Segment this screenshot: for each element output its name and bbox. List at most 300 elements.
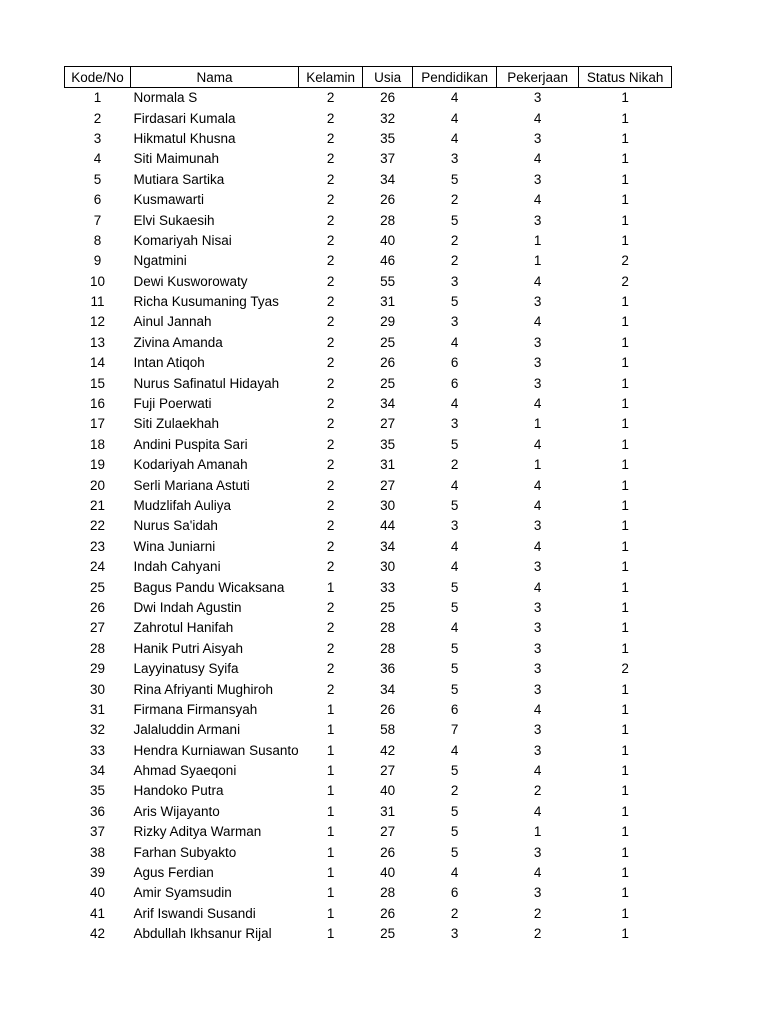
cell-pekerjaan: 3 xyxy=(533,171,542,187)
cell-status-nikah: 1 xyxy=(621,538,629,554)
cell-kelamin: 2 xyxy=(326,232,335,248)
cell-usia: 26 xyxy=(380,90,396,106)
cell-nama: Abdullah Ikhsanur Rijal xyxy=(133,926,272,942)
cell-kode-no: 33 xyxy=(89,742,106,758)
cell-status-nikah: 1 xyxy=(621,722,629,738)
cell-pendidikan: 4 xyxy=(450,477,459,493)
table-row xyxy=(65,312,672,332)
cell-status-nikah: 1 xyxy=(621,559,629,575)
cell-nama: Nurus Sa'idah xyxy=(133,518,218,534)
cell-usia: 26 xyxy=(380,844,396,860)
cell-pekerjaan: 4 xyxy=(533,579,542,595)
cell-nama: Mutiara Sartika xyxy=(133,171,225,187)
cell-pendidikan: 2 xyxy=(450,905,459,921)
cell-kelamin: 2 xyxy=(326,538,335,554)
cell-nama: Andini Puspita Sari xyxy=(133,436,248,452)
cell-usia: 31 xyxy=(380,457,396,473)
cell-status-nikah: 1 xyxy=(621,885,629,901)
cell-usia: 46 xyxy=(380,253,396,269)
cell-pekerjaan: 3 xyxy=(533,742,542,758)
table-row xyxy=(65,740,672,760)
cell-status-nikah: 1 xyxy=(621,171,629,187)
cell-kelamin: 2 xyxy=(326,334,335,350)
table-row xyxy=(65,393,672,413)
cell-nama: Dewi Kusworowaty xyxy=(133,273,248,289)
cell-pekerjaan: 3 xyxy=(533,212,542,228)
cell-status-nikah: 1 xyxy=(621,620,629,636)
header-pekerjaan: Pekerjaan xyxy=(497,67,579,88)
cell-kode-no: 15 xyxy=(89,375,106,391)
cell-pekerjaan: 4 xyxy=(533,538,542,554)
cell-pekerjaan: 3 xyxy=(533,518,542,534)
cell-pendidikan: 5 xyxy=(450,498,459,513)
table-row xyxy=(65,658,672,678)
cell-pendidikan: 4 xyxy=(450,130,459,146)
header-usia: Usia xyxy=(363,67,413,88)
cell-kode-no: 37 xyxy=(89,824,106,840)
cell-pekerjaan: 1 xyxy=(533,824,542,840)
cell-nama: Dwi Indah Agustin xyxy=(133,599,242,615)
cell-pendidikan: 5 xyxy=(450,294,459,310)
cell-usia: 28 xyxy=(380,212,396,228)
cell-pendidikan: 5 xyxy=(450,803,459,819)
cell-kelamin: 2 xyxy=(326,151,335,167)
cell-pekerjaan: 3 xyxy=(533,559,542,575)
cell-nama: Amir Syamsudin xyxy=(133,885,232,901)
cell-nama: Komariyah Nisai xyxy=(133,232,232,248)
cell-kelamin: 1 xyxy=(326,926,335,942)
cell-pendidikan: 3 xyxy=(450,314,459,330)
cell-usia: 31 xyxy=(380,294,396,310)
cell-kode-no: 41 xyxy=(89,905,106,921)
cell-kode-no: 42 xyxy=(89,926,106,942)
cell-kode-no: 24 xyxy=(89,559,106,575)
cell-usia: 28 xyxy=(380,620,396,636)
cell-kode-no: 16 xyxy=(89,396,106,412)
cell-usia: 30 xyxy=(380,498,396,513)
cell-nama: Agus Ferdian xyxy=(133,865,214,881)
cell-kelamin: 2 xyxy=(326,110,335,126)
cell-pekerjaan: 4 xyxy=(533,151,542,167)
cell-pendidikan: 6 xyxy=(450,355,459,371)
cell-usia: 25 xyxy=(380,926,396,942)
cell-kelamin: 2 xyxy=(326,314,335,330)
cell-status-nikah: 1 xyxy=(621,355,629,371)
cell-kode-no: 9 xyxy=(93,253,102,269)
cell-status-nikah: 2 xyxy=(621,273,629,289)
cell-nama: Zahrotul Hanifah xyxy=(133,620,234,636)
cell-pendidikan: 5 xyxy=(450,436,459,452)
cell-status-nikah: 1 xyxy=(621,865,629,881)
table-row xyxy=(65,842,672,862)
cell-pekerjaan: 4 xyxy=(533,865,542,881)
cell-pendidikan: 5 xyxy=(450,681,459,697)
table-row xyxy=(65,291,672,311)
cell-kelamin: 2 xyxy=(326,477,335,493)
cell-status-nikah: 1 xyxy=(621,518,629,534)
table-row xyxy=(65,699,672,719)
cell-usia: 40 xyxy=(380,232,396,248)
cell-pendidikan: 5 xyxy=(450,212,459,228)
cell-status-nikah: 1 xyxy=(621,457,629,473)
cell-kode-no: 22 xyxy=(89,518,106,534)
cell-usia: 28 xyxy=(380,885,396,901)
table-row xyxy=(65,373,672,393)
table-row xyxy=(65,679,672,699)
cell-kode-no: 17 xyxy=(89,416,106,432)
table-row xyxy=(65,862,672,882)
cell-kelamin: 1 xyxy=(326,844,335,860)
cell-nama: Siti Maimunah xyxy=(133,151,220,167)
cell-kode-no: 8 xyxy=(93,232,102,248)
cell-nama: Aris Wijayanto xyxy=(133,803,220,819)
cell-nama: Hendra Kurniawan Susanto xyxy=(133,742,299,758)
cell-pekerjaan: 4 xyxy=(533,192,542,208)
cell-kode-no: 5 xyxy=(93,171,102,187)
cell-kelamin: 1 xyxy=(326,579,335,595)
cell-status-nikah: 1 xyxy=(621,681,629,697)
cell-kelamin: 2 xyxy=(326,171,335,187)
cell-kode-no: 25 xyxy=(89,579,106,595)
cell-status-nikah: 1 xyxy=(621,599,629,615)
cell-status-nikah: 1 xyxy=(621,192,629,208)
cell-pekerjaan: 1 xyxy=(533,457,542,473)
cell-pekerjaan: 4 xyxy=(533,803,542,819)
table-row xyxy=(65,822,672,842)
table-row xyxy=(65,353,672,373)
cell-usia: 42 xyxy=(380,742,396,758)
table-row xyxy=(65,903,672,923)
cell-usia: 26 xyxy=(380,355,396,371)
table-row xyxy=(65,108,672,128)
cell-pendidikan: 4 xyxy=(450,110,459,126)
cell-kelamin: 1 xyxy=(326,824,335,840)
cell-nama: Hikmatul Khusna xyxy=(133,130,236,146)
header-nama: Nama xyxy=(131,67,299,88)
table-row xyxy=(65,495,672,515)
cell-pendidikan: 5 xyxy=(450,661,459,677)
cell-pekerjaan: 4 xyxy=(533,701,542,717)
cell-kelamin: 2 xyxy=(326,90,335,106)
cell-nama: Nurus Safinatul Hidayah xyxy=(133,375,280,391)
cell-pekerjaan: 3 xyxy=(533,885,542,901)
cell-nama: Elvi Sukaesih xyxy=(133,212,215,228)
table-row xyxy=(65,720,672,740)
cell-usia: 26 xyxy=(380,905,396,921)
cell-nama: Serli Mariana Astuti xyxy=(133,477,250,493)
cell-pendidikan: 2 xyxy=(450,232,459,248)
cell-pekerjaan: 3 xyxy=(533,90,542,106)
cell-usia: 26 xyxy=(380,192,396,208)
cell-usia: 26 xyxy=(380,701,396,717)
cell-kelamin: 2 xyxy=(326,640,335,656)
cell-nama: Normala S xyxy=(133,90,198,106)
cell-kelamin: 2 xyxy=(326,661,335,677)
cell-kode-no: 20 xyxy=(89,477,106,493)
table-row xyxy=(65,781,672,801)
cell-nama: Mudzlifah Auliya xyxy=(133,498,232,513)
cell-pendidikan: 5 xyxy=(450,579,459,595)
table-row xyxy=(65,230,672,250)
cell-nama: Rina Afriyanti Mughiroh xyxy=(133,681,274,697)
table-row xyxy=(65,88,672,108)
cell-kode-no: 28 xyxy=(89,640,106,656)
cell-nama: Rizky Aditya Warman xyxy=(133,824,262,840)
cell-usia: 27 xyxy=(380,477,396,493)
cell-kode-no: 13 xyxy=(89,334,106,350)
cell-kode-no: 23 xyxy=(89,538,106,554)
cell-pendidikan: 6 xyxy=(450,701,459,717)
cell-pendidikan: 4 xyxy=(450,742,459,758)
cell-pendidikan: 4 xyxy=(450,620,459,636)
cell-usia: 40 xyxy=(380,783,396,799)
cell-status-nikah: 1 xyxy=(621,701,629,717)
cell-pekerjaan: 4 xyxy=(533,477,542,493)
cell-kode-no: 10 xyxy=(89,273,106,289)
cell-kode-no: 1 xyxy=(93,90,102,106)
cell-nama: Zivina Amanda xyxy=(133,334,223,350)
table-row xyxy=(65,414,672,434)
cell-status-nikah: 1 xyxy=(621,579,629,595)
cell-kelamin: 2 xyxy=(326,498,335,513)
cell-status-nikah: 2 xyxy=(621,661,629,677)
cell-pendidikan: 2 xyxy=(450,457,459,473)
cell-usia: 30 xyxy=(380,559,396,575)
cell-pendidikan: 4 xyxy=(450,334,459,350)
table-row xyxy=(65,883,672,903)
cell-status-nikah: 1 xyxy=(621,640,629,656)
cell-kode-no: 39 xyxy=(89,865,106,881)
cell-status-nikah: 2 xyxy=(621,253,629,269)
cell-kelamin: 2 xyxy=(326,599,335,615)
table-row xyxy=(65,516,672,536)
cell-pendidikan: 5 xyxy=(450,844,459,860)
table-row xyxy=(65,556,672,576)
cell-kode-no: 3 xyxy=(93,130,102,146)
cell-status-nikah: 1 xyxy=(621,232,629,248)
cell-status-nikah: 1 xyxy=(621,844,629,860)
cell-pekerjaan: 3 xyxy=(533,130,542,146)
cell-kode-no: 11 xyxy=(90,294,105,310)
cell-kelamin: 2 xyxy=(326,396,335,412)
cell-kode-no: 6 xyxy=(93,192,102,208)
cell-kode-no: 29 xyxy=(89,661,106,677)
table-row xyxy=(65,251,672,271)
cell-usia: 29 xyxy=(380,314,396,330)
cell-status-nikah: 1 xyxy=(621,926,629,942)
cell-nama: Handoko Putra xyxy=(133,783,224,799)
cell-status-nikah: 1 xyxy=(621,824,629,840)
cell-nama: Ahmad Syaeqoni xyxy=(133,763,237,779)
cell-usia: 27 xyxy=(380,824,396,840)
cell-usia: 33 xyxy=(380,579,396,595)
cell-kode-no: 18 xyxy=(89,436,106,452)
cell-pendidikan: 3 xyxy=(450,518,459,534)
cell-usia: 28 xyxy=(380,640,396,656)
cell-usia: 25 xyxy=(380,599,396,615)
cell-kelamin: 1 xyxy=(326,905,335,921)
cell-nama: Kodariyah Amanah xyxy=(133,457,248,473)
cell-pendidikan: 2 xyxy=(450,253,459,269)
cell-nama: Firmana Firmansyah xyxy=(133,701,258,717)
cell-kelamin: 1 xyxy=(326,722,335,738)
cell-kode-no: 2 xyxy=(93,110,102,126)
cell-kode-no: 31 xyxy=(89,701,106,717)
cell-kode-no: 12 xyxy=(89,314,106,330)
cell-kelamin: 2 xyxy=(326,192,335,208)
cell-status-nikah: 1 xyxy=(621,477,629,493)
cell-nama: Bagus Pandu Wicaksana xyxy=(133,579,285,595)
cell-nama: Wina Juniarni xyxy=(133,538,216,554)
cell-pendidikan: 6 xyxy=(450,885,459,901)
cell-status-nikah: 1 xyxy=(621,334,629,350)
cell-pendidikan: 3 xyxy=(450,273,459,289)
cell-usia: 37 xyxy=(380,151,396,167)
cell-kelamin: 2 xyxy=(326,559,335,575)
cell-status-nikah: 1 xyxy=(621,763,629,779)
cell-pendidikan: 5 xyxy=(450,599,459,615)
cell-usia: 35 xyxy=(380,436,396,452)
cell-kelamin: 1 xyxy=(326,783,335,799)
cell-usia: 34 xyxy=(380,681,396,697)
table-row xyxy=(65,332,672,352)
cell-pekerjaan: 4 xyxy=(533,763,542,779)
cell-pekerjaan: 1 xyxy=(533,232,542,248)
cell-status-nikah: 1 xyxy=(621,783,629,799)
cell-kode-no: 30 xyxy=(89,681,106,697)
table-row xyxy=(65,210,672,230)
cell-kelamin: 2 xyxy=(326,253,335,269)
cell-status-nikah: 1 xyxy=(621,803,629,819)
cell-pendidikan: 2 xyxy=(450,192,459,208)
header-pendidikan: Pendidikan xyxy=(413,67,497,88)
cell-nama: Jalaluddin Armani xyxy=(133,722,241,738)
cell-usia: 55 xyxy=(380,273,396,289)
cell-pendidikan: 7 xyxy=(450,722,459,738)
cell-nama: Richa Kusumaning Tyas xyxy=(133,294,279,310)
cell-pendidikan: 5 xyxy=(450,824,459,840)
cell-kode-no: 32 xyxy=(89,722,106,738)
cell-kode-no: 21 xyxy=(89,498,106,513)
cell-kelamin: 2 xyxy=(326,416,335,432)
cell-pekerjaan: 4 xyxy=(533,273,542,289)
cell-pekerjaan: 1 xyxy=(533,253,542,269)
cell-usia: 44 xyxy=(380,518,396,534)
cell-status-nikah: 1 xyxy=(621,294,629,310)
table-row xyxy=(65,475,672,495)
cell-status-nikah: 1 xyxy=(621,90,629,106)
cell-status-nikah: 1 xyxy=(621,436,629,452)
table-row xyxy=(65,169,672,189)
cell-kelamin: 1 xyxy=(326,701,335,717)
cell-kode-no: 26 xyxy=(89,599,106,615)
cell-pendidikan: 5 xyxy=(450,640,459,656)
cell-pekerjaan: 3 xyxy=(533,375,542,391)
cell-usia: 32 xyxy=(380,110,396,126)
cell-pendidikan: 5 xyxy=(450,171,459,187)
cell-pekerjaan: 4 xyxy=(533,436,542,452)
cell-pendidikan: 4 xyxy=(450,865,459,881)
cell-pekerjaan: 3 xyxy=(533,844,542,860)
table-row xyxy=(65,149,672,169)
table-row xyxy=(65,638,672,658)
cell-kelamin: 2 xyxy=(326,620,335,636)
cell-pendidikan: 4 xyxy=(450,90,459,106)
cell-pekerjaan: 3 xyxy=(533,599,542,615)
cell-nama: Firdasari Kumala xyxy=(133,110,236,126)
cell-kelamin: 2 xyxy=(326,130,335,146)
cell-pekerjaan: 3 xyxy=(533,661,542,677)
cell-pekerjaan: 3 xyxy=(533,620,542,636)
cell-kelamin: 2 xyxy=(326,273,335,289)
cell-status-nikah: 1 xyxy=(621,130,629,146)
table-row xyxy=(65,189,672,209)
cell-pendidikan: 3 xyxy=(450,416,459,432)
header-kelamin: Kelamin xyxy=(299,67,363,88)
cell-pekerjaan: 3 xyxy=(533,294,542,310)
cell-nama: Intan Atiqoh xyxy=(133,355,205,371)
cell-pekerjaan: 2 xyxy=(533,905,542,921)
table-row xyxy=(65,760,672,780)
cell-usia: 35 xyxy=(380,130,396,146)
cell-pendidikan: 5 xyxy=(450,763,459,779)
cell-pekerjaan: 2 xyxy=(533,783,542,799)
cell-pekerjaan: 1 xyxy=(533,416,542,432)
table-row xyxy=(65,618,672,638)
cell-kode-no: 40 xyxy=(89,885,106,901)
cell-usia: 25 xyxy=(380,334,396,350)
cell-pendidikan: 6 xyxy=(450,375,459,391)
cell-usia: 27 xyxy=(380,416,396,432)
cell-kelamin: 1 xyxy=(326,865,335,881)
cell-usia: 27 xyxy=(380,763,396,779)
cell-kelamin: 2 xyxy=(326,457,335,473)
table-row xyxy=(65,597,672,617)
cell-kelamin: 2 xyxy=(326,294,335,310)
cell-usia: 58 xyxy=(380,722,396,738)
cell-usia: 25 xyxy=(380,375,396,391)
header-status-nikah: Status Nikah xyxy=(579,67,672,88)
cell-status-nikah: 1 xyxy=(621,416,629,432)
table-row xyxy=(65,128,672,148)
cell-pendidikan: 2 xyxy=(450,783,459,799)
cell-pekerjaan: 4 xyxy=(533,314,542,330)
cell-status-nikah: 1 xyxy=(621,151,629,167)
cell-pendidikan: 4 xyxy=(450,559,459,575)
data-table xyxy=(64,66,672,944)
cell-nama: Fuji Poerwati xyxy=(133,396,212,412)
cell-kelamin: 1 xyxy=(326,763,335,779)
cell-pekerjaan: 3 xyxy=(533,334,542,350)
cell-kelamin: 2 xyxy=(326,212,335,228)
cell-kode-no: 36 xyxy=(89,803,106,819)
cell-nama: Ainul Jannah xyxy=(133,314,212,330)
table-row xyxy=(65,801,672,821)
table-row xyxy=(65,924,672,944)
cell-kode-no: 7 xyxy=(93,212,102,228)
cell-kode-no: 27 xyxy=(89,620,106,636)
cell-pekerjaan: 2 xyxy=(533,926,542,942)
cell-kelamin: 2 xyxy=(326,375,335,391)
cell-kelamin: 2 xyxy=(326,355,335,371)
cell-kode-no: 34 xyxy=(89,763,106,779)
cell-pekerjaan: 3 xyxy=(533,681,542,697)
cell-nama: Farhan Subyakto xyxy=(133,844,237,860)
header-row xyxy=(65,67,672,88)
cell-nama: Arif Iswandi Susandi xyxy=(133,905,256,921)
cell-kelamin: 2 xyxy=(326,436,335,452)
cell-usia: 31 xyxy=(380,803,396,819)
